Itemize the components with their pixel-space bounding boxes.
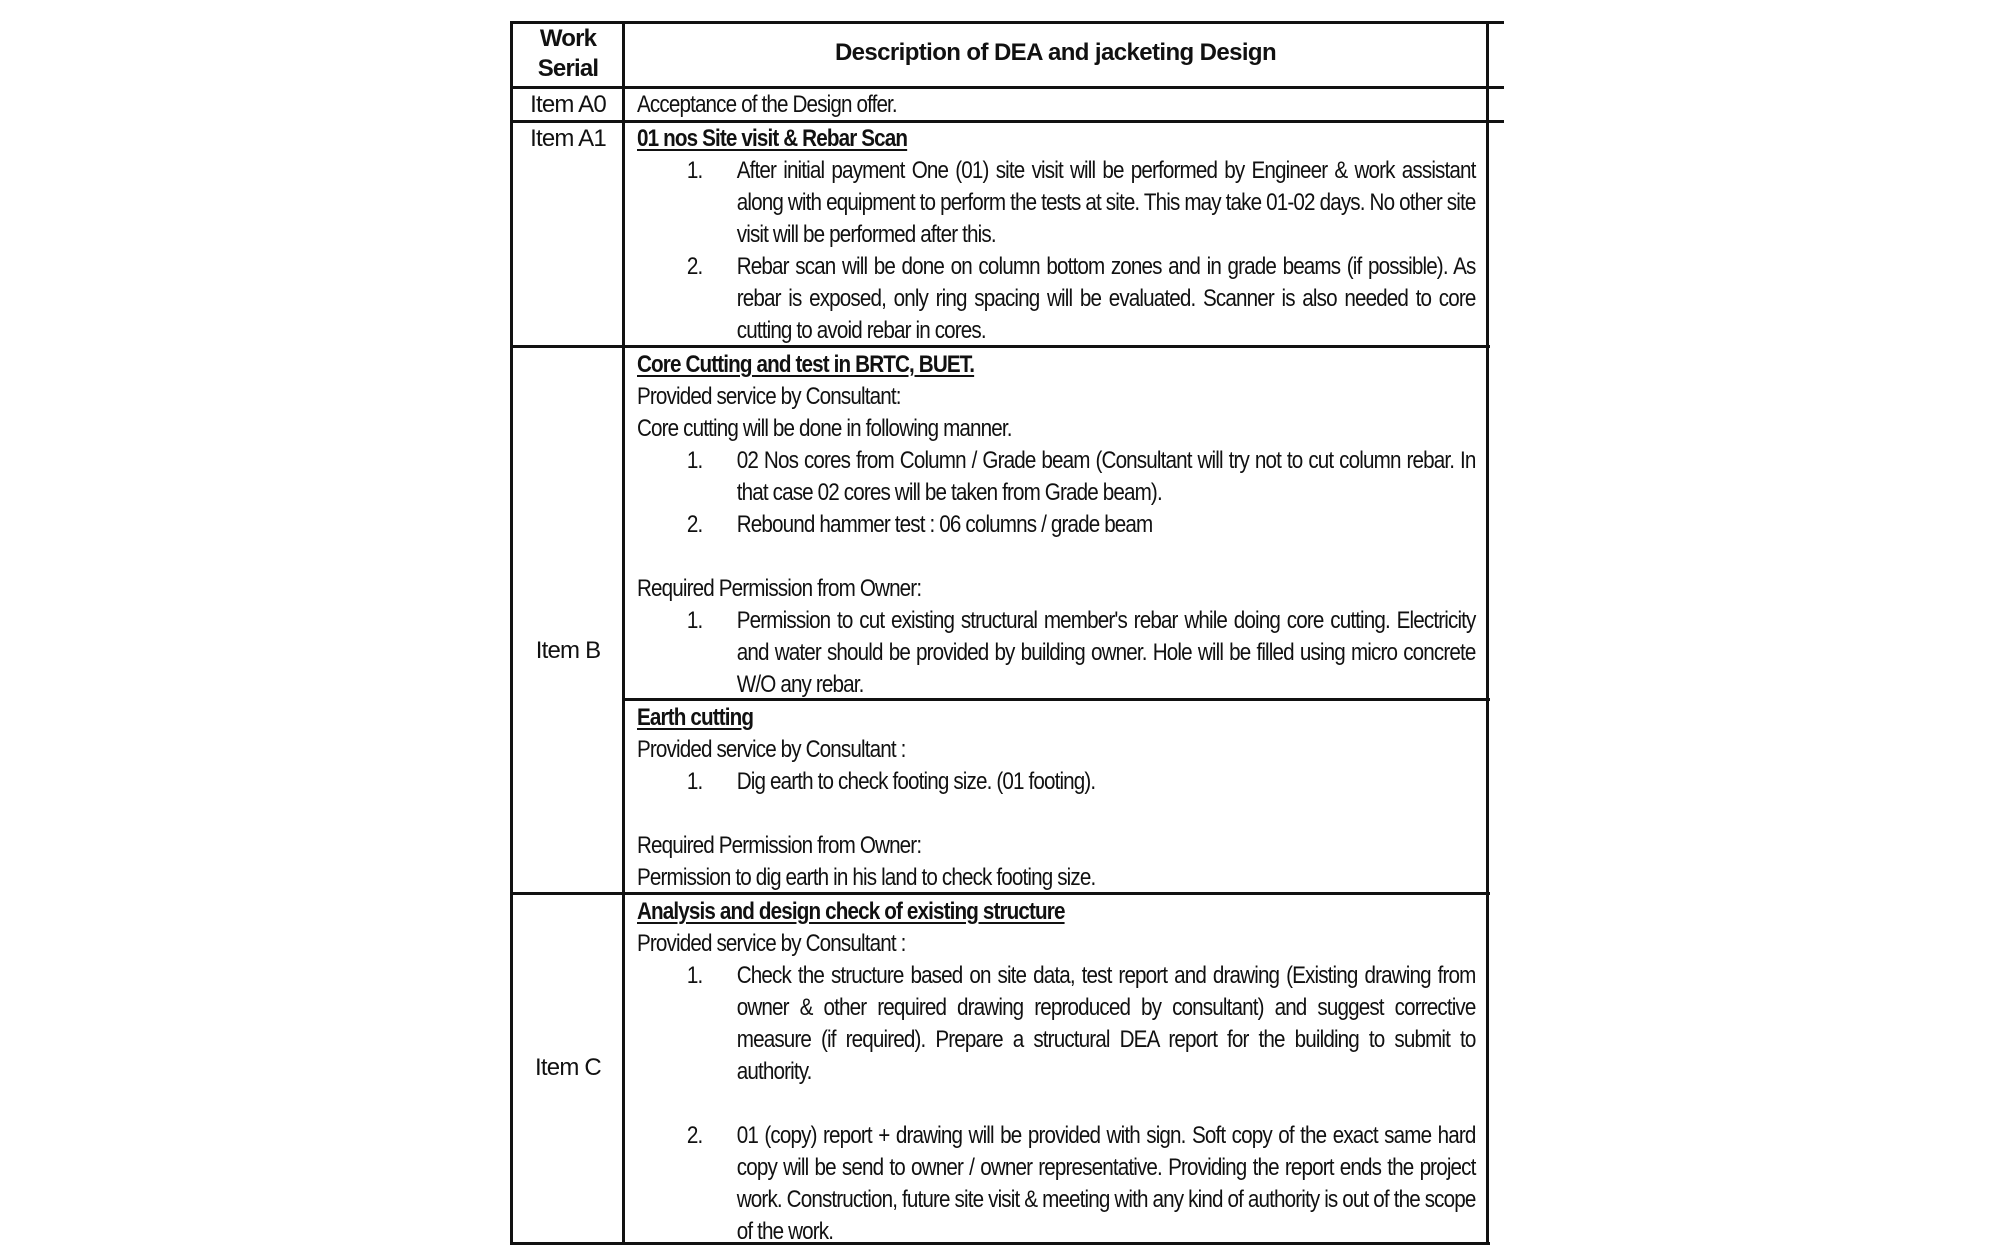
list-item <box>637 1120 1476 1248</box>
list-number: 2. <box>686 1122 703 1149</box>
list-item <box>637 445 1476 509</box>
spacer <box>637 541 1476 573</box>
row-a0-text: Acceptance of the Design offer. <box>637 91 897 118</box>
list-text: Permission to cut existing structural member's rebar while doing core cutting. Electricity and water should be provided by building owner. Hole will be filled using micro concrete W/O any rebar. <box>736 607 1476 698</box>
core-cutting-provided-label: Provided service by Consultant: <box>637 383 901 410</box>
earth-cutting-title: Earth cutting <box>637 704 754 731</box>
row-a1-list <box>637 155 1476 347</box>
earth-cutting-provided-label: Provided service by Consultant : <box>637 736 906 763</box>
table-border-top <box>510 21 1504 24</box>
list-item <box>637 155 1476 251</box>
header-work-serial <box>513 24 623 84</box>
list-text: 01 (copy) report + drawing will be provided with sign. Soft copy of the exact same hard copy will be send to owner / owner representative. Providing the report ends the project work. Construction, future site visit & meeting with any kind of authority is out of the scope of the work. <box>736 1122 1476 1245</box>
row-c-list <box>637 960 1476 1248</box>
row-b-core-cutting <box>637 349 1476 701</box>
list-text: Dig earth to check footing size. (01 footing). <box>736 768 1096 795</box>
list-text: Check the structure based on site data, test report and drawing (Existing drawing from owner & other required drawing reproduced by consultant) and suggest corrective measure (if required). Prepare a structural DEA report for the building to submit to authority. <box>736 962 1476 1085</box>
earth-cutting-permission-label: Required Permission from Owner: <box>637 832 922 859</box>
list-number: 2. <box>686 253 703 280</box>
list-number: 2. <box>686 511 703 538</box>
core-cutting-list <box>637 445 1476 541</box>
row-b-earth-cutting <box>637 702 1476 894</box>
row-a1-description <box>637 123 1476 347</box>
row-a1-title: 01 nos Site visit & Rebar Scan <box>637 125 908 152</box>
list-number: 1. <box>686 447 703 474</box>
spacer <box>637 1088 1476 1120</box>
core-cutting-permission-list <box>637 605 1476 701</box>
header-description: Description of DEA and jacketing Design <box>834 39 1277 66</box>
list-number: 1. <box>686 768 703 795</box>
spacer <box>637 798 1476 830</box>
list-item <box>637 509 1476 541</box>
row-c-provided-label: Provided service by Consultant : <box>637 930 906 957</box>
list-number: 1. <box>686 607 703 634</box>
list-number: 1. <box>686 157 703 184</box>
row-a1-serial: Item A1 <box>530 125 606 152</box>
earth-cutting-permission-text: Permission to dig earth in his land to check footing size. <box>637 864 1096 891</box>
row-c-serial: Item C <box>535 1054 601 1081</box>
earth-cutting-list <box>637 766 1476 798</box>
list-text: Rebound hammer test : 06 columns / grade beam <box>736 511 1153 538</box>
header-serial-line1: Work <box>539 25 597 52</box>
core-cutting-title: Core Cutting and test in BRTC, BUET. <box>637 351 975 378</box>
list-text: 02 Nos cores from Column / Grade beam (Consultant will try not to cut column rebar. In that case 02 cores will be taken from Grade beam). <box>736 447 1476 506</box>
row-a0-description <box>637 89 1476 121</box>
list-item <box>637 251 1476 347</box>
core-cutting-permission-label: Required Permission from Owner: <box>637 575 922 602</box>
list-item <box>637 960 1476 1088</box>
header-serial-line2: Serial <box>537 55 599 82</box>
list-number: 1. <box>686 962 703 989</box>
list-text: Rebar scan will be done on column bottom zones and in grade beams (if possible). As rebar is exposed, only ring spacing will be evaluated. Scanner is also needed to core cutting to avoid rebar in cores. <box>736 253 1476 344</box>
row-b-serial: Item B <box>535 637 601 664</box>
row-c-description <box>637 896 1476 1248</box>
table-border-right <box>1486 21 1489 1245</box>
core-cutting-intro: Core cutting will be done in following manner. <box>637 415 1012 442</box>
row-c-title: Analysis and design check of existing structure <box>637 898 1065 925</box>
list-item <box>637 766 1476 798</box>
row-a0-serial: Item A0 <box>530 91 606 118</box>
list-text: After initial payment One (01) site visit will be performed by Engineer & work assistant along with equipment to perform the tests at site. This may take 01-02 days. No other site visit will be performed after this. <box>736 157 1476 248</box>
list-item <box>637 605 1476 701</box>
